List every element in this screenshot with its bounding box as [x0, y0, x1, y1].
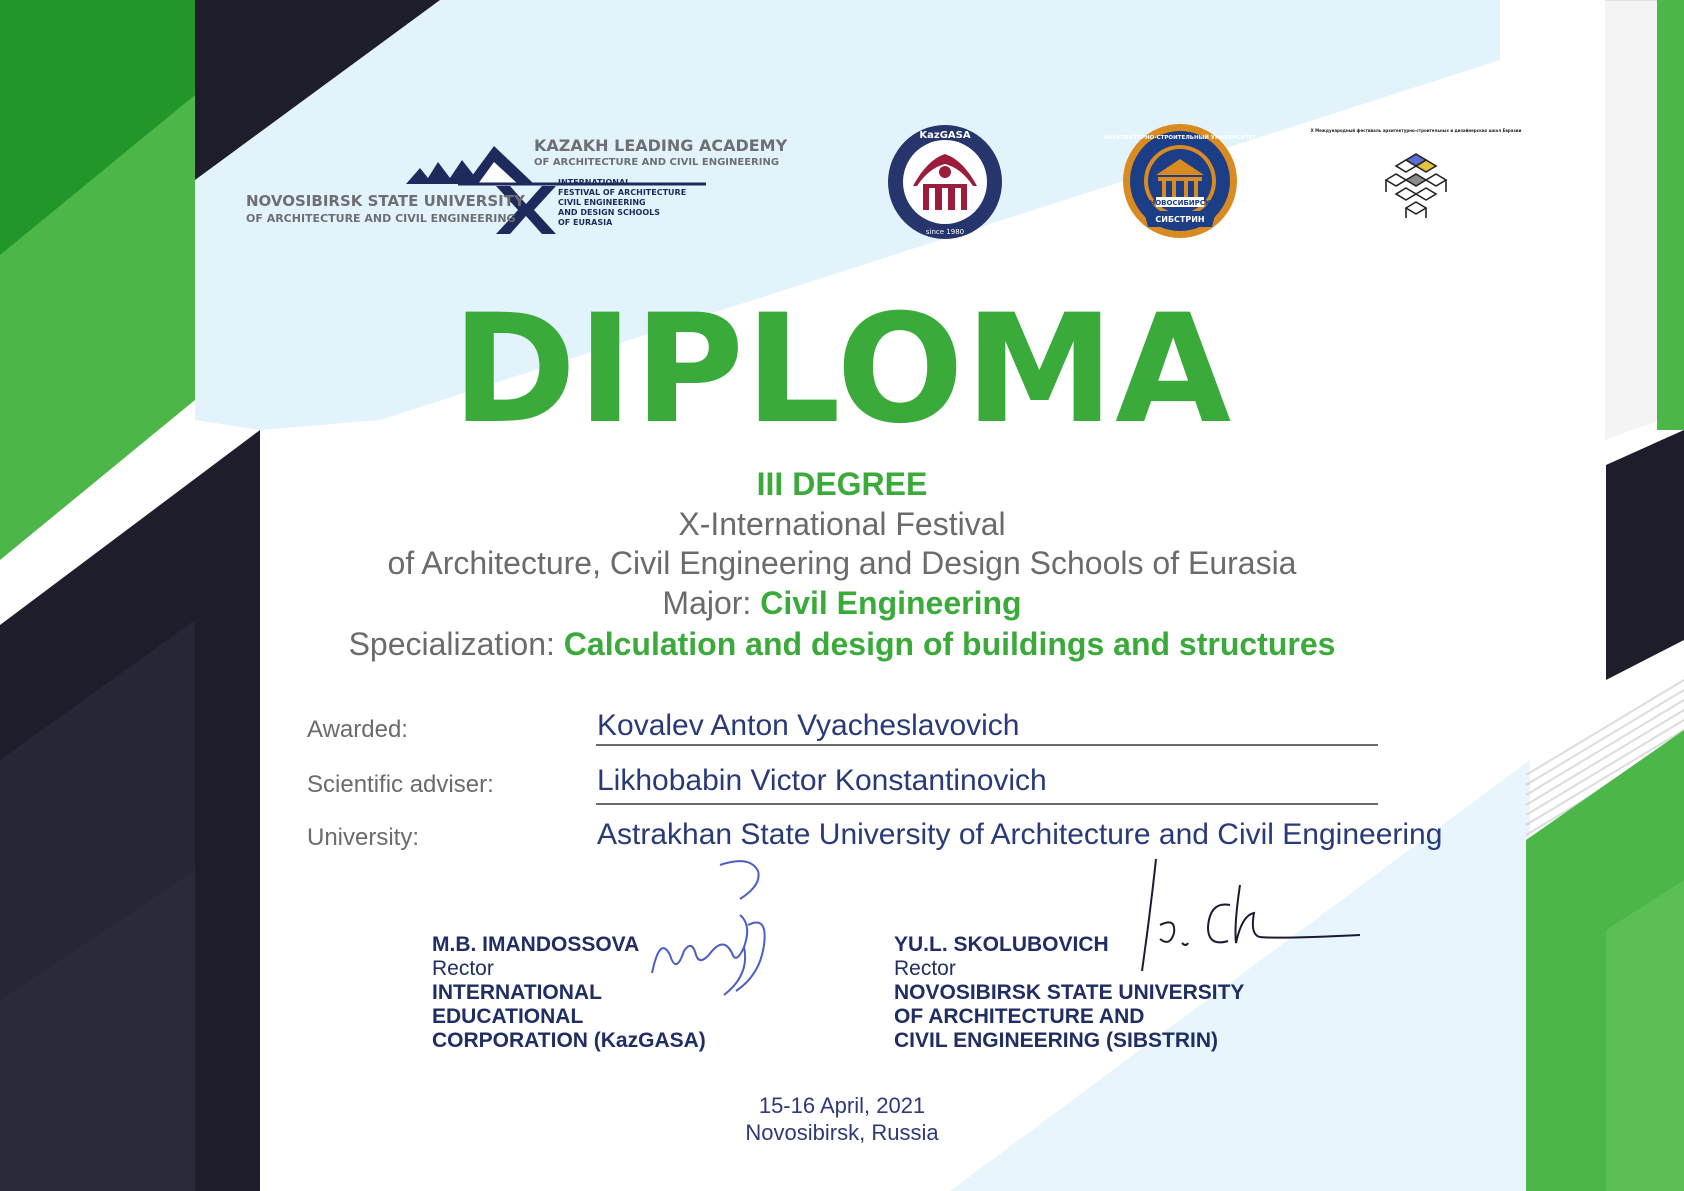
festival-seal-icon — [1310, 122, 1522, 242]
adviser-value: Likhobabin Victor Konstantinovich — [597, 764, 1047, 797]
adviser-underline — [596, 803, 1378, 805]
seal-sibstrin-ring: АРХИТЕКТУРНО-СТРОИТЕЛЬНЫЙ УНИВЕРСИТЕТ — [1103, 135, 1257, 141]
degree-label: III DEGREE — [756, 466, 928, 502]
festival-name-line1: X-International Festival — [678, 506, 1006, 542]
seal-sibstrin-name: СИБСТРИН — [1155, 215, 1205, 224]
signature-skolubovich — [1130, 855, 1360, 975]
seal-festival-ring: X Международный фестиваль архитектурно-строительных и дизайнерских школ Евразии — [1310, 128, 1522, 133]
major-label: Major: — [662, 585, 752, 621]
event-place: Novosibirsk, Russia — [745, 1120, 939, 1145]
diploma-title: DIPLOMA — [451, 283, 1233, 457]
awarded-label: Awarded: — [307, 716, 408, 743]
signatory-left-role: Rector — [432, 957, 494, 980]
adviser-label: Scientific adviser: — [307, 771, 494, 798]
festival-logo — [246, 130, 806, 230]
awarded-value: Kovalev Anton Vyacheslavovich — [597, 709, 1020, 742]
event-date: 15-16 April, 2021 — [758, 1093, 926, 1118]
signatory-right-org-3: CIVIL ENGINEERING (SIBSTRIN) — [894, 1029, 1218, 1052]
logo-festival-text: INTERNATIONAL FESTIVAL OF ARCHITECTURE CIVIL ENGINEERING AND DESIGN SCHOOLS OF EURASIA — [558, 178, 687, 227]
signature-imandossova — [640, 855, 800, 1005]
seal-kazgasa-top: KazGASA — [919, 130, 971, 141]
logo-nsu-line2: OF ARCHITECTURE AND CIVIL ENGINEERING — [246, 212, 516, 225]
logo-nsu-line1: NOVOSIBIRSK STATE UNIVERSITY — [246, 192, 525, 210]
seal-sibstrin-city: НОВОСИБИРСК — [1149, 199, 1211, 207]
university-label: University: — [307, 824, 420, 851]
signatory-right-name: YU.L. SKOLUBOVICH — [894, 933, 1109, 956]
signatory-left-org-3: CORPORATION (KazGASA) — [432, 1029, 706, 1052]
major-value: Civil Engineering — [760, 585, 1022, 621]
festival-name-line2: of Architecture, Civil Engineering and Design Schools of Eurasia — [387, 545, 1297, 581]
specialization-line — [0, 626, 1684, 663]
specialization-value: Calculation and design of buildings and structures — [563, 626, 1336, 662]
signatory-right-org-2: OF ARCHITECTURE AND — [894, 1005, 1145, 1028]
signatory-left-org-1: INTERNATIONAL — [432, 981, 602, 1004]
specialization-label: Specialization: — [348, 626, 555, 662]
logo-kaz-line1: KAZAKH LEADING ACADEMY — [534, 136, 788, 155]
logo-kaz-line2: OF ARCHITECTURE AND CIVIL ENGINEERING — [534, 157, 780, 168]
kazgasa-seal-icon — [887, 124, 1003, 240]
major-line — [0, 585, 1684, 622]
signatory-right-org-1: NOVOSIBIRSK STATE UNIVERSITY — [894, 981, 1245, 1004]
seal-kazgasa-bottom: since 1980 — [925, 228, 965, 236]
sibstrin-seal-icon — [1103, 123, 1257, 239]
awarded-underline — [596, 744, 1378, 746]
signatory-left-org-2: EDUCATIONAL — [432, 1005, 584, 1028]
signatory-left-name: M.B. IMANDOSSOVA — [432, 933, 640, 956]
signatory-right-role: Rector — [894, 957, 956, 980]
university-value: Astrakhan State University of Architecture and Civil Engineering — [597, 818, 1443, 851]
